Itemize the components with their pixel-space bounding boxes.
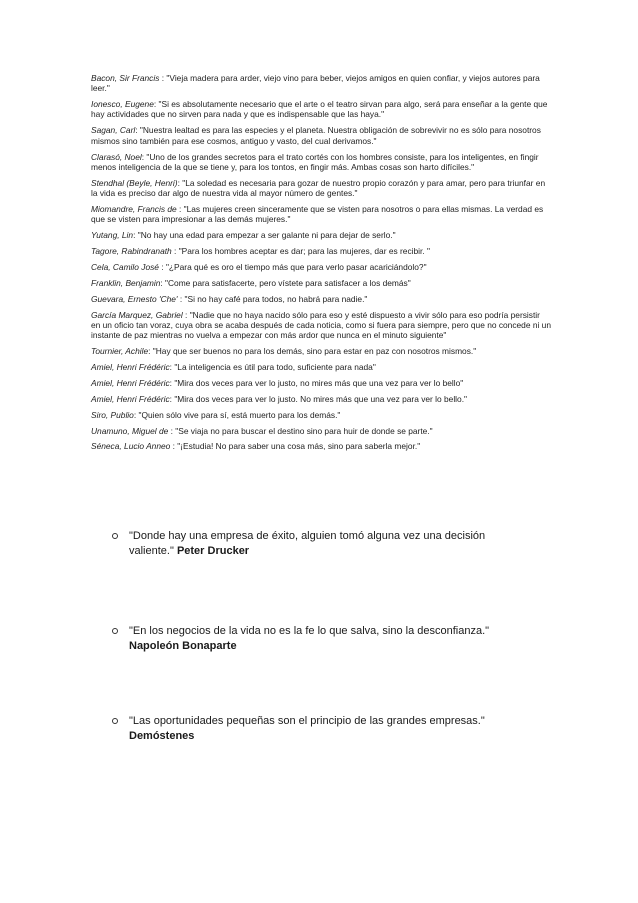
quote-author: Amiel, Henri Frédéric bbox=[91, 377, 170, 388]
quote-item bbox=[91, 426, 551, 436]
quote-author: Tagore, Rabindranath bbox=[91, 246, 172, 257]
quote-item bbox=[91, 394, 551, 404]
quote-author: Séneca, Lucio Anneo bbox=[91, 441, 171, 452]
quote-item bbox=[91, 262, 551, 272]
quote-text: "Se viaja no para buscar el destino sino para huir de donde se parte." bbox=[175, 425, 433, 436]
quote-item bbox=[91, 246, 551, 256]
quote-separator: : bbox=[169, 361, 175, 372]
quote-author: Unamuno, Miguel de bbox=[91, 425, 169, 436]
bullet-icon bbox=[112, 718, 118, 724]
featured-quote-text: "Donde hay una empresa de éxito, alguien tomó alguna vez una decisión valiente." bbox=[129, 530, 486, 557]
featured-quote-author: Napoleón Bonaparte bbox=[129, 639, 237, 652]
featured-quote-text: "En los negocios de la vida no es la fe lo que salva, sino la desconfianza." bbox=[129, 625, 490, 637]
featured-quote-author: Demóstenes bbox=[129, 729, 195, 742]
quote-author: Amiel, Henri Frédéric bbox=[91, 361, 170, 372]
quote-separator: : bbox=[177, 177, 183, 188]
quote-item bbox=[91, 378, 551, 388]
quote-separator: : bbox=[169, 377, 175, 388]
quote-separator: : bbox=[135, 125, 140, 136]
quote-separator: : bbox=[133, 230, 138, 241]
quote-separator: : bbox=[160, 277, 166, 288]
quote-separator: : bbox=[170, 441, 178, 452]
quote-item bbox=[91, 346, 551, 356]
quote-text: "Nadie que no haya nacido sólo para eso y esté dispuesto a vivir sólo para eso podría persistir en un oficio tan voraz, cuya obra se acaba después de cada noticia, como si fuera para siempre, pero que no concede ni un instante de paz mientras no vuelva a empezar con más ardor que nunca en el minuto siguiente" bbox=[91, 309, 551, 341]
quote-separator: : bbox=[182, 309, 190, 320]
quote-text: "Quien sólo vive para sí, está muerto para los demás." bbox=[138, 409, 341, 420]
quote-author: Yutang, Lin bbox=[91, 230, 134, 241]
quote-author: Franklin, Benjamin bbox=[91, 277, 161, 288]
quote-item bbox=[91, 99, 551, 120]
quote-item bbox=[91, 410, 551, 420]
quote-text: "No hay una edad para empezar a ser galante ni para dejar de serlo." bbox=[137, 230, 396, 241]
quote-text: "La soledad es necesaria para gozar de nuestro propio corazón y para amar, pero para triunfar en la vida es preciso dar algo de nuestra vida al mayor número de gentes." bbox=[91, 177, 546, 199]
quote-separator: : bbox=[158, 261, 166, 272]
quote-author: Bacon, Sir Francis bbox=[91, 73, 160, 83]
quote-separator: : bbox=[177, 293, 185, 304]
quote-author: Siro, Publio bbox=[91, 409, 134, 420]
featured-quote-body bbox=[129, 529, 529, 558]
featured-quote-body bbox=[129, 624, 529, 653]
quote-item bbox=[91, 294, 551, 304]
quote-text: "Para los hombres aceptar es dar; para las mujeres, dar es recibir. " bbox=[178, 246, 430, 257]
quote-item bbox=[91, 278, 551, 288]
quote-text: "Si no hay café para todos, no habrá para nadie." bbox=[184, 293, 368, 304]
quote-item bbox=[91, 152, 551, 173]
quote-text: "Hay que ser buenos no para los demás, sino para estar en paz con nosotros mismos." bbox=[152, 346, 477, 357]
bullet-icon bbox=[112, 628, 118, 634]
quote-separator: : bbox=[159, 73, 167, 83]
quote-author: Guevara, Ernesto 'Che' bbox=[91, 293, 178, 304]
featured-quote-author: Peter Drucker bbox=[176, 544, 250, 557]
quote-author: Stendhal (Beyle, Henri) bbox=[91, 177, 178, 188]
quote-item bbox=[91, 310, 551, 341]
quote-list bbox=[91, 73, 551, 457]
quote-author: Ionesco, Eugene bbox=[91, 99, 154, 110]
quote-separator: : bbox=[133, 409, 139, 420]
quote-text: "¡Estudia! No para saber una cosa más, sino para saberla mejor." bbox=[177, 441, 421, 452]
quote-separator: : bbox=[141, 151, 147, 162]
quote-item bbox=[91, 362, 551, 372]
quote-separator: : bbox=[171, 246, 179, 257]
quote-item bbox=[91, 441, 551, 451]
quote-item bbox=[91, 73, 551, 94]
quote-text: "Si es absolutamente necesario que el arte o el teatro sirvan para algo, será para enseñar a la gente que hay actividades que no sirven para nada y que es indispensable que las haya." bbox=[91, 99, 548, 120]
featured-quote-body bbox=[129, 714, 529, 743]
quote-item bbox=[91, 230, 551, 240]
quote-author: Sagan, Carl bbox=[91, 125, 136, 136]
featured-quote-text: "Las oportunidades pequeñas son el principio de las grandes empresas." bbox=[129, 715, 485, 727]
quote-text: "Nuestra lealtad es para las especies y el planeta. Nuestra obligación de sobrevivir no es sólo para nosotros mismos sino también para ese cosmos, antiguo y vasto, del cual derivamos." bbox=[91, 125, 541, 146]
quote-text: "Mira dos veces para ver lo justo. No mires más que una vez para ver lo bello." bbox=[174, 393, 467, 404]
quote-separator: : bbox=[153, 99, 159, 110]
quote-item bbox=[91, 204, 551, 225]
bullet-icon bbox=[112, 533, 118, 539]
quote-text: "Mira dos veces para ver lo justo, no mires más que una vez para ver lo bello" bbox=[174, 377, 464, 388]
quote-text: "Uno de los grandes secretos para el trato cortés con los hombres consiste, para los inteligentes, en fingir menos inteligencia de la que se tiene y, para los tontos, en fingir más. Ambas cosas son harto difíciles." bbox=[91, 151, 539, 172]
quote-text: "Vieja madera para arder, viejo vino para beber, viejos amigos en quien confiar, y viejos autores para leer." bbox=[91, 73, 540, 94]
quote-separator: : bbox=[168, 425, 176, 436]
quote-text: "¿Para qué es oro el tiempo más que para verlo pasar acariciándolo?" bbox=[165, 261, 427, 272]
quote-separator: : bbox=[148, 346, 153, 357]
quote-item bbox=[91, 125, 551, 146]
quote-item bbox=[91, 178, 551, 199]
quote-author: Cela, Camilo José bbox=[91, 261, 159, 272]
quote-author: Miomandre, Francis de bbox=[91, 203, 177, 214]
quote-author: García Marquez, Gabriel bbox=[91, 309, 183, 320]
quote-text: "Las mujeres creen sinceramente que se visten para nosotros o para ellas mismas. La verdad es que se visten para impresionar a las demás mujeres." bbox=[91, 203, 544, 225]
quote-text: "La inteligencia es útil para todo, suficiente para nada" bbox=[174, 361, 376, 372]
quote-separator: : bbox=[169, 393, 175, 404]
quote-separator: : bbox=[176, 203, 184, 214]
quote-author: Tournier, Achile bbox=[91, 346, 149, 357]
quote-author: Clarasó, Noel bbox=[91, 151, 142, 162]
quote-text: "Come para satisfacerte, pero vístete para satisfacer a los demás" bbox=[165, 277, 411, 288]
quote-author: Amiel, Henri Frédéric bbox=[91, 393, 170, 404]
